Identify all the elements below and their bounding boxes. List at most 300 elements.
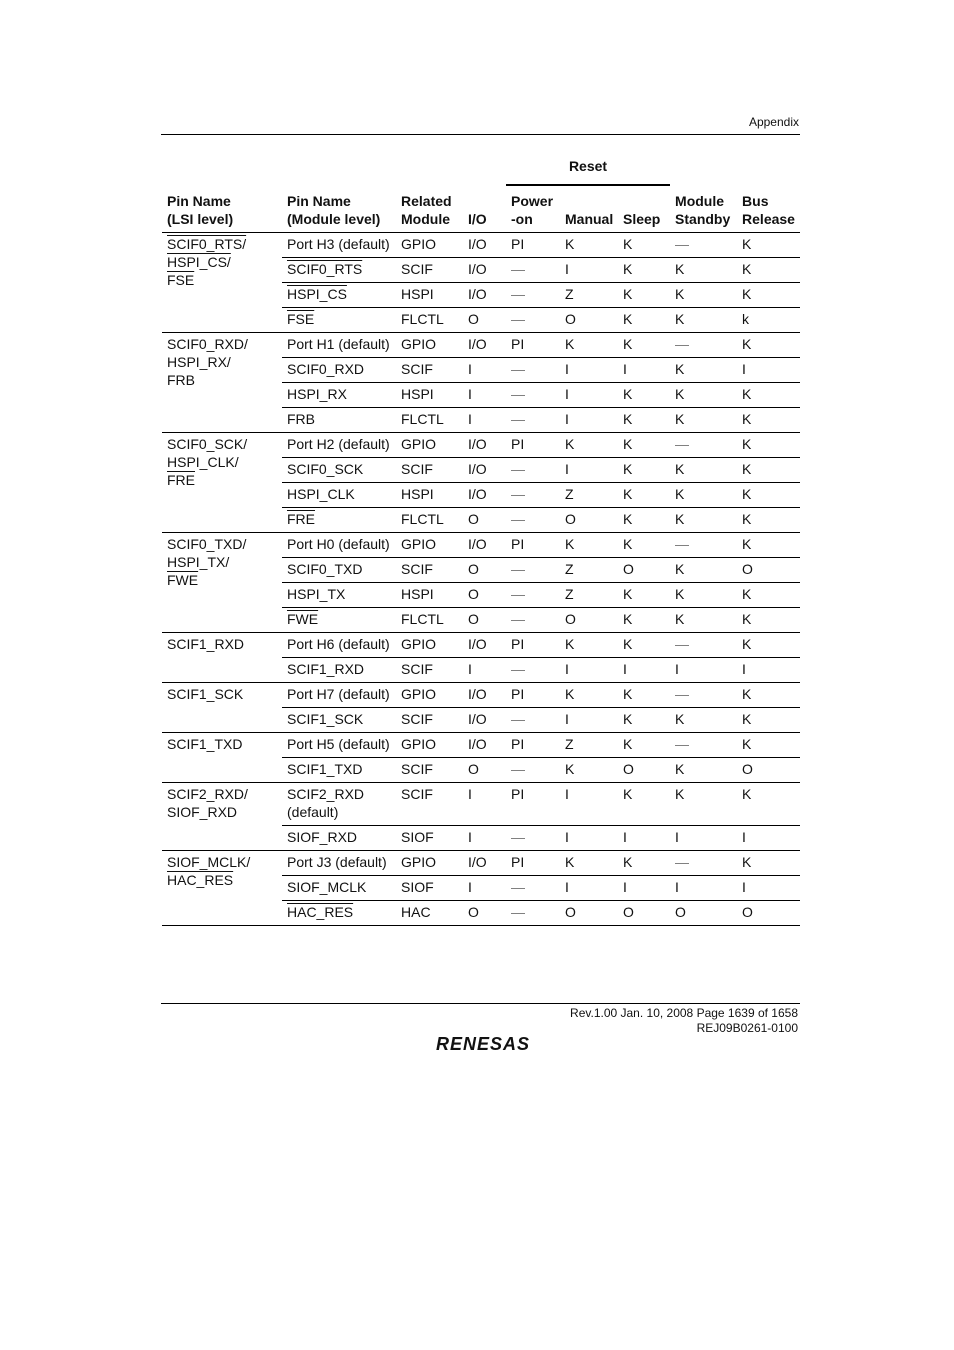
- cell-sleep: K: [618, 458, 670, 483]
- cell-power: PI: [506, 683, 560, 708]
- cell-standby: K: [670, 358, 737, 383]
- reset-group-header: Reset: [506, 154, 670, 185]
- cell-power: —: [506, 383, 560, 408]
- cell-standby: —: [670, 333, 737, 358]
- module-pin-name: [282, 533, 396, 558]
- pin-function-table: [162, 154, 800, 926]
- cell-bus: I: [737, 358, 800, 383]
- cell-standby: I: [670, 826, 737, 851]
- cell-io: I/O: [463, 683, 506, 708]
- cell-standby: K: [670, 383, 737, 408]
- cell-standby: K: [670, 308, 737, 333]
- cell-sleep: K: [618, 508, 670, 533]
- cell-power: PI: [506, 233, 560, 258]
- module-pin-name-text: SCIF2_RXD: [287, 786, 365, 802]
- module-pin-name-text: FRB: [287, 411, 315, 427]
- cell-io: I: [463, 826, 506, 851]
- cell-sleep: I: [618, 658, 670, 683]
- cell-manual: O: [560, 308, 618, 333]
- module-pin-name: [282, 708, 396, 733]
- cell-sleep: K: [618, 333, 670, 358]
- lsi-pin-line: SCIF1_TXD: [167, 736, 243, 752]
- cell-standby: —: [670, 433, 737, 458]
- cell-power: —: [506, 558, 560, 583]
- cell-standby: K: [670, 283, 737, 308]
- module-pin-name-text: HSPI_RX: [287, 386, 347, 402]
- cell-module: SCIF: [396, 558, 463, 583]
- cell-bus: k: [737, 308, 800, 333]
- cell-power: PI: [506, 733, 560, 758]
- module-pin-name: [282, 733, 396, 758]
- module-pin-name: [282, 608, 396, 633]
- cell-manual: O: [560, 608, 618, 633]
- lsi-pin-name: [162, 683, 282, 733]
- module-pin-name: [282, 658, 396, 683]
- cell-sleep: O: [618, 758, 670, 783]
- cell-io: O: [463, 758, 506, 783]
- module-pin-name: [282, 258, 396, 283]
- header-divider: [161, 134, 800, 135]
- module-pin-name: [282, 851, 396, 876]
- table-row: [162, 633, 800, 658]
- cell-module: FLCTL: [396, 308, 463, 333]
- cell-manual: I: [560, 826, 618, 851]
- module-pin-name: [282, 876, 396, 901]
- cell-io: I/O: [463, 733, 506, 758]
- col-manual: Manual: [560, 185, 618, 233]
- lsi-pin-line: HSPI_RX/: [167, 354, 231, 370]
- cell-module: GPIO: [396, 233, 463, 258]
- cell-standby: —: [670, 233, 737, 258]
- module-pin-name-text: HAC_RES: [287, 904, 354, 920]
- cell-manual: Z: [560, 733, 618, 758]
- cell-module: HSPI: [396, 383, 463, 408]
- table-row: [162, 851, 800, 876]
- cell-power: PI: [506, 333, 560, 358]
- cell-sleep: K: [618, 608, 670, 633]
- cell-module: SCIF: [396, 358, 463, 383]
- cell-io: I/O: [463, 483, 506, 508]
- svg-text:RENESAS: RENESAS: [435, 1034, 531, 1054]
- cell-standby: K: [670, 583, 737, 608]
- cell-io: I/O: [463, 708, 506, 733]
- cell-manual: Z: [560, 483, 618, 508]
- cell-standby: K: [670, 608, 737, 633]
- cell-power: —: [506, 358, 560, 383]
- cell-io: O: [463, 583, 506, 608]
- lsi-pin-line: HSPI_CLK/: [167, 454, 239, 470]
- cell-io: I: [463, 408, 506, 433]
- cell-sleep: K: [618, 683, 670, 708]
- module-pin-name-text: Port H5 (default): [287, 736, 390, 752]
- cell-standby: K: [670, 408, 737, 433]
- table-row: [162, 733, 800, 758]
- cell-sleep: K: [618, 851, 670, 876]
- cell-module: GPIO: [396, 733, 463, 758]
- module-pin-name-text: SCIF1_RXD: [287, 661, 365, 677]
- lsi-pin-line: SCIF1_RXD: [167, 636, 245, 652]
- cell-module: GPIO: [396, 333, 463, 358]
- module-pin-name: [282, 383, 396, 408]
- module-pin-name-text: SIOF_RXD: [287, 829, 358, 845]
- cell-power: —: [506, 483, 560, 508]
- cell-standby: —: [670, 533, 737, 558]
- cell-module: GPIO: [396, 533, 463, 558]
- module-pin-name-text: HSPI_CS: [287, 286, 347, 302]
- cell-standby: K: [670, 258, 737, 283]
- cell-sleep: K: [618, 408, 670, 433]
- module-pin-name: [282, 283, 396, 308]
- cell-standby: —: [670, 851, 737, 876]
- module-pin-name: [282, 683, 396, 708]
- lsi-pin-line: HAC_RES: [167, 872, 234, 888]
- lsi-pin-name: [162, 533, 282, 633]
- module-pin-name: [282, 433, 396, 458]
- cell-io: I/O: [463, 283, 506, 308]
- cell-io: I/O: [463, 533, 506, 558]
- cell-module: SCIF: [396, 458, 463, 483]
- cell-standby: K: [670, 458, 737, 483]
- cell-module: GPIO: [396, 433, 463, 458]
- cell-io: I/O: [463, 233, 506, 258]
- cell-standby: K: [670, 708, 737, 733]
- cell-module: GPIO: [396, 633, 463, 658]
- cell-bus: I: [737, 826, 800, 851]
- module-pin-name: [282, 783, 396, 826]
- cell-module: SCIF: [396, 758, 463, 783]
- col-sleep: Sleep: [618, 185, 670, 233]
- module-pin-name-text: SIOF_MCLK: [287, 879, 367, 895]
- cell-io: O: [463, 508, 506, 533]
- cell-manual: I: [560, 458, 618, 483]
- lsi-pin-line: $\overline{FSE}$: [167, 272, 195, 288]
- cell-module: SCIF: [396, 258, 463, 283]
- lsi-pin-line: FRB: [167, 372, 195, 388]
- cell-sleep: K: [618, 533, 670, 558]
- cell-manual: K: [560, 683, 618, 708]
- cell-module: FLCTL: [396, 408, 463, 433]
- cell-module: SCIF: [396, 708, 463, 733]
- module-pin-name-text: Port H1 (default): [287, 336, 390, 352]
- cell-module: GPIO: [396, 851, 463, 876]
- lsi-pin-line: SCIF0_TXD/: [167, 536, 247, 552]
- cell-power: —: [506, 826, 560, 851]
- module-pin-name-text: Port H6 (default): [287, 636, 390, 652]
- cell-bus: K: [737, 408, 800, 433]
- footer-divider: [161, 1003, 800, 1004]
- cell-bus: K: [737, 583, 800, 608]
- cell-bus: K: [737, 851, 800, 876]
- cell-module: SCIF: [396, 658, 463, 683]
- footer-info: [570, 1006, 798, 1036]
- cell-bus: O: [737, 758, 800, 783]
- cell-manual: K: [560, 533, 618, 558]
- module-pin-name: [282, 408, 396, 433]
- module-pin-name: [282, 483, 396, 508]
- cell-manual: I: [560, 876, 618, 901]
- lsi-pin-line: SCIF2_RXD/: [167, 786, 248, 802]
- cell-sleep: K: [618, 708, 670, 733]
- cell-manual: Z: [560, 283, 618, 308]
- cell-sleep: K: [618, 308, 670, 333]
- cell-io: I: [463, 783, 506, 826]
- col-bus-release: Bus Release: [737, 185, 800, 233]
- cell-io: I: [463, 383, 506, 408]
- cell-manual: I: [560, 408, 618, 433]
- cell-standby: —: [670, 633, 737, 658]
- cell-manual: I: [560, 258, 618, 283]
- document-id: REJ09B0261-0100: [696, 1021, 798, 1035]
- cell-io: I: [463, 876, 506, 901]
- lsi-pin-line: $\overline{FRE}$: [167, 472, 195, 488]
- cell-sleep: O: [618, 901, 670, 926]
- module-pin-name-text: SCIF0_RXD: [287, 361, 365, 377]
- section-header: Appendix: [748, 115, 799, 129]
- col-related-module: Related Module: [396, 185, 463, 233]
- cell-io: O: [463, 901, 506, 926]
- cell-bus: K: [737, 508, 800, 533]
- lsi-pin-name: [162, 633, 282, 683]
- module-pin-name: [282, 458, 396, 483]
- header-row-top: [162, 154, 800, 185]
- module-pin-name: [282, 583, 396, 608]
- lsi-pin-line: SCIF0_RTS/: [167, 236, 247, 252]
- cell-manual: K: [560, 433, 618, 458]
- cell-power: PI: [506, 633, 560, 658]
- cell-module: HSPI: [396, 283, 463, 308]
- cell-manual: O: [560, 508, 618, 533]
- lsi-pin-line: SCIF1_SCK: [167, 686, 244, 702]
- lsi-pin-line: SIOF_RXD: [167, 804, 238, 820]
- lsi-pin-line: HSPI_CS/: [167, 254, 231, 270]
- module-pin-name-text: SCIF1_TXD: [287, 761, 363, 777]
- cell-bus: K: [737, 708, 800, 733]
- cell-power: —: [506, 901, 560, 926]
- cell-manual: I: [560, 658, 618, 683]
- table-body: [162, 233, 800, 926]
- cell-sleep: O: [618, 558, 670, 583]
- cell-standby: —: [670, 733, 737, 758]
- cell-io: I/O: [463, 433, 506, 458]
- module-pin-name-text: Port J3 (default): [287, 854, 387, 870]
- cell-bus: K: [737, 633, 800, 658]
- cell-manual: K: [560, 633, 618, 658]
- table-row: [162, 333, 800, 358]
- module-pin-name-text: $\overline{FRE}$: [287, 511, 315, 527]
- renesas-logo: [425, 1033, 541, 1055]
- module-pin-name-text: $\overline{FWE}$: [287, 611, 319, 627]
- module-pin-name-text: Port H2 (default): [287, 436, 390, 452]
- module-pin-name-text: HSPI_TX: [287, 586, 346, 602]
- module-pin-name-text: SCIF0_RTS: [287, 261, 363, 277]
- cell-standby: —: [670, 683, 737, 708]
- cell-manual: K: [560, 851, 618, 876]
- module-pin-name-text: Port H7 (default): [287, 686, 390, 702]
- module-pin-name: [282, 508, 396, 533]
- table-row: [162, 783, 800, 826]
- cell-power: —: [506, 508, 560, 533]
- cell-power: —: [506, 308, 560, 333]
- col-power-on: Power -on: [506, 185, 560, 233]
- module-pin-name: [282, 308, 396, 333]
- cell-power: PI: [506, 783, 560, 826]
- cell-module: FLCTL: [396, 608, 463, 633]
- cell-bus: K: [737, 608, 800, 633]
- cell-io: I: [463, 358, 506, 383]
- cell-module: FLCTL: [396, 508, 463, 533]
- cell-manual: Z: [560, 558, 618, 583]
- revision-text: Rev.1.00 Jan. 10, 2008 Page 1639 of 1658: [570, 1006, 798, 1020]
- module-pin-name-text: HSPI_CLK: [287, 486, 355, 502]
- cell-manual: K: [560, 233, 618, 258]
- lsi-pin-line: SIOF_MCLK/: [167, 854, 251, 870]
- cell-manual: Z: [560, 583, 618, 608]
- cell-manual: O: [560, 901, 618, 926]
- cell-bus: K: [737, 483, 800, 508]
- cell-bus: O: [737, 901, 800, 926]
- cell-bus: K: [737, 258, 800, 283]
- cell-module: SIOF: [396, 826, 463, 851]
- cell-standby: K: [670, 558, 737, 583]
- module-pin-name-text: $\overline{FSE}$: [287, 311, 315, 327]
- cell-power: —: [506, 458, 560, 483]
- cell-sleep: K: [618, 483, 670, 508]
- cell-sleep: K: [618, 783, 670, 826]
- lsi-pin-name: [162, 333, 282, 433]
- cell-sleep: I: [618, 876, 670, 901]
- cell-bus: I: [737, 876, 800, 901]
- cell-bus: K: [737, 433, 800, 458]
- lsi-pin-line: SCIF0_SCK/: [167, 436, 248, 452]
- col-module-standby: Module Standby: [670, 185, 737, 233]
- cell-io: I/O: [463, 633, 506, 658]
- cell-standby: K: [670, 483, 737, 508]
- col-io: I/O: [463, 185, 506, 233]
- module-pin-name: [282, 358, 396, 383]
- cell-io: O: [463, 308, 506, 333]
- cell-bus: K: [737, 733, 800, 758]
- module-pin-name: [282, 333, 396, 358]
- lsi-pin-name: [162, 733, 282, 783]
- cell-manual: I: [560, 358, 618, 383]
- cell-io: I/O: [463, 458, 506, 483]
- module-pin-name-text: SCIF0_SCK: [287, 461, 364, 477]
- module-pin-name: [282, 758, 396, 783]
- cell-sleep: K: [618, 433, 670, 458]
- cell-power: PI: [506, 433, 560, 458]
- cell-standby: K: [670, 783, 737, 826]
- cell-power: —: [506, 583, 560, 608]
- cell-standby: I: [670, 658, 737, 683]
- cell-module: HSPI: [396, 483, 463, 508]
- module-pin-name: [282, 826, 396, 851]
- cell-sleep: K: [618, 633, 670, 658]
- lsi-pin-name: [162, 433, 282, 533]
- cell-manual: I: [560, 708, 618, 733]
- cell-bus: K: [737, 233, 800, 258]
- table-row: [162, 233, 800, 258]
- module-pin-name: [282, 558, 396, 583]
- table-row: [162, 683, 800, 708]
- cell-standby: K: [670, 508, 737, 533]
- cell-bus: K: [737, 533, 800, 558]
- col-pin-lsi: Pin Name (LSI level): [162, 185, 282, 233]
- module-pin-name: [282, 901, 396, 926]
- cell-power: PI: [506, 533, 560, 558]
- cell-manual: I: [560, 783, 618, 826]
- cell-io: I: [463, 658, 506, 683]
- cell-io: O: [463, 558, 506, 583]
- module-pin-name-text: SCIF1_SCK: [287, 711, 364, 727]
- cell-manual: K: [560, 758, 618, 783]
- cell-standby: K: [670, 758, 737, 783]
- cell-bus: K: [737, 458, 800, 483]
- cell-io: I/O: [463, 333, 506, 358]
- cell-io: O: [463, 608, 506, 633]
- header-row-bottom: [162, 185, 800, 233]
- cell-bus: I: [737, 658, 800, 683]
- lsi-pin-line: HSPI_TX/: [167, 554, 230, 570]
- cell-power: PI: [506, 851, 560, 876]
- cell-sleep: I: [618, 826, 670, 851]
- cell-bus: K: [737, 333, 800, 358]
- cell-sleep: K: [618, 283, 670, 308]
- cell-sleep: K: [618, 733, 670, 758]
- cell-power: —: [506, 258, 560, 283]
- lsi-pin-name: [162, 783, 282, 851]
- module-pin-name-text: SCIF0_TXD: [287, 561, 363, 577]
- cell-bus: O: [737, 558, 800, 583]
- cell-power: —: [506, 758, 560, 783]
- cell-module: SCIF: [396, 783, 463, 826]
- table-row: [162, 433, 800, 458]
- module-pin-name-text: Port H0 (default): [287, 536, 390, 552]
- cell-bus: K: [737, 783, 800, 826]
- cell-power: —: [506, 408, 560, 433]
- cell-io: I/O: [463, 851, 506, 876]
- cell-power: —: [506, 658, 560, 683]
- cell-bus: K: [737, 383, 800, 408]
- cell-bus: K: [737, 283, 800, 308]
- cell-bus: K: [737, 683, 800, 708]
- cell-power: —: [506, 708, 560, 733]
- lsi-pin-name: [162, 233, 282, 333]
- cell-sleep: K: [618, 383, 670, 408]
- cell-sleep: K: [618, 233, 670, 258]
- cell-sleep: K: [618, 258, 670, 283]
- cell-io: I/O: [463, 258, 506, 283]
- cell-module: SIOF: [396, 876, 463, 901]
- module-pin-name-text: Port H3 (default): [287, 236, 390, 252]
- lsi-pin-name: [162, 851, 282, 926]
- cell-power: —: [506, 876, 560, 901]
- module-pin-name: [282, 633, 396, 658]
- cell-sleep: K: [618, 583, 670, 608]
- module-pin-name: [282, 233, 396, 258]
- cell-manual: I: [560, 383, 618, 408]
- lsi-pin-line: SCIF0_RXD/: [167, 336, 248, 352]
- cell-sleep: I: [618, 358, 670, 383]
- col-pin-module: Pin Name (Module level): [282, 185, 396, 233]
- cell-manual: K: [560, 333, 618, 358]
- cell-power: —: [506, 283, 560, 308]
- cell-module: GPIO: [396, 683, 463, 708]
- cell-standby: O: [670, 901, 737, 926]
- cell-module: HSPI: [396, 583, 463, 608]
- module-pin-name-suffix: (default): [287, 804, 339, 820]
- table-row: [162, 533, 800, 558]
- lsi-pin-line: $\overline{FWE}$: [167, 572, 199, 588]
